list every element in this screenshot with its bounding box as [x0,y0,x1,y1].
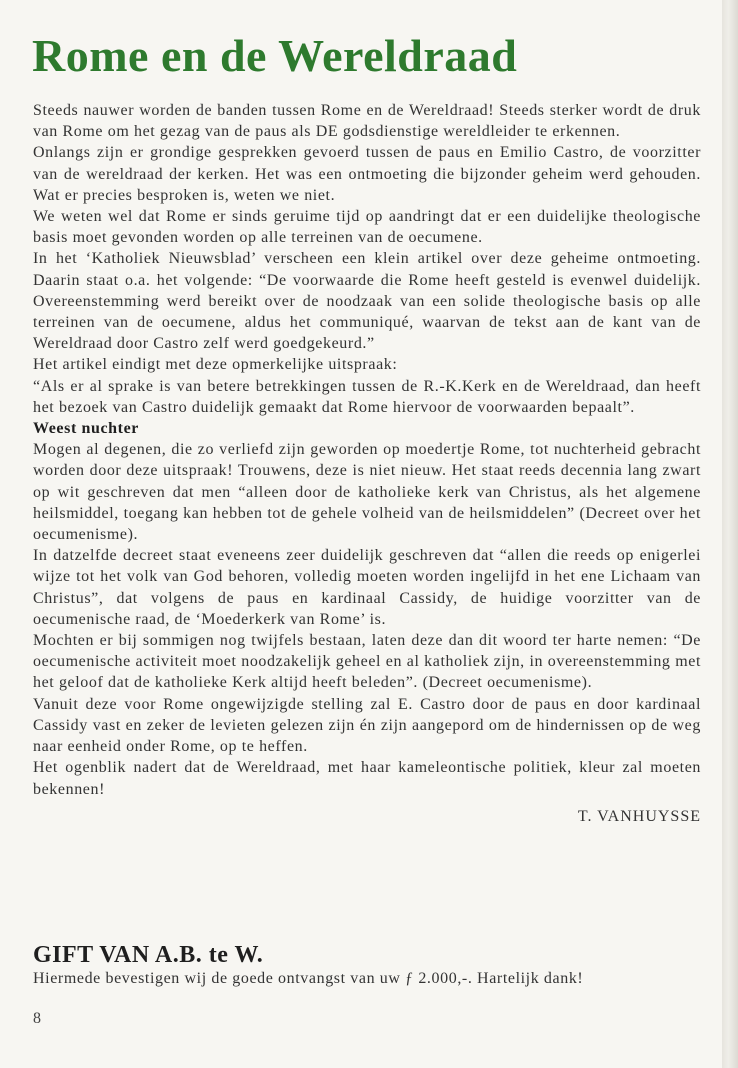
paragraph: In datzelfde decreet staat eveneens zeer duidelijk geschreven dat “allen die reeds op enigerlei wijze tot het volk van God behoren, volledig moeten worden ingelijfd in het ene Lichaam van Christus”, dat volgens de paus en kardinaal Cassidy, de huidige voorzitter van de oecumenische raad, de ‘Moederkerk van Rome’ is. [33,547,701,628]
author-signature: T. VANHUYSSE [577,807,701,825]
paragraph: Onlangs zijn er grondige gesprekken gevoerd tussen de paus en Emilio Castro, de voorzitter van de wereldraad der kerken. Het was een ontmoeting die bijzonder geheim werd gehouden. Wat er precies besproken is, weten we niet. [33,144,701,204]
paragraph: “Als er al sprake is van betere betrekkingen tussen de R.-K.Kerk en de Wereldraad, dan heeft het bezoek van Castro duidelijk gemaakt dat Rome hiervoor de voorwaarden bepaalt”. [33,377,701,416]
paragraph: In het ‘Katholiek Nieuwsblad’ verscheen een klein artikel over deze geheime ontmoeting. Daarin staat o.a. het volgende: “De voorwaarde die Rome heeft gesteld is evenwel duidelijk. Overeenstemming werd bereikt over de noodzaak van een solide theologische basis op alle terreinen van de oecumene, aldus het communiqué, waarvan de tekst aan de kant van de Wereldraad door Castro zelf werd goedgekeurd.” [33,250,701,353]
paragraph: Vanuit deze voor Rome ongewijzigde stelling zal E. Castro door de paus en door kardinaal Cassidy vast en zeker de levieten gelezen zijn én zijn aangepord om de hindernissen op de weg naar eenheid onder Rome, op te heffen. [33,695,701,756]
paragraph: Steeds nauwer worden de banden tussen Rome en de Wereldraad! Steeds sterker wordt de druk van Rome om het gezag van de paus als DE godsdienstige wereldleider te erkennen. [33,102,701,141]
paragraph: Mogen al degenen, die zo verliefd zijn geworden op moedertje Rome, tot nuchterheid gebracht worden door deze uitspraak! Trouwens, deze is niet nieuw. Het staat reeds decennia lang zwart op wit geschreven dat men “alleen door de katholieke kerk van Christus, als het algemene heilsmiddel, toegang kan hebben tot de gehele volheid van de heilsmiddelen” (Decreet over het oecumenisme). [33,441,701,544]
paragraph: Mochten er bij sommigen nog twijfels bestaan, laten deze dan dit woord ter harte nemen: “De oecumenische activiteit moet noodzakelijk geheel en al katholiek zijn, in overeenstemming met het geloof dat de katholieke Kerk altijd heeft beleden”. (Decreet oecumenisme). [33,632,701,692]
gift-heading: GIFT VAN A.B. te W. [33,942,264,968]
page-number: 8 [33,1010,41,1027]
article-title: Rome en de Wereldraad [32,30,518,81]
gift-text: Hiermede bevestigen wij de goede ontvangst van uw ƒ 2.000,-. Hartelijk dank! [33,970,584,987]
paragraph: We weten wel dat Rome er sinds geruime tijd op aandringt dat er een duidelijke theologische basis moet gevonden worden op alle terreinen van de oecumene. [33,208,701,247]
article-body [33,100,701,827]
paragraph: Het artikel eindigt met deze opmerkelijke uitspraak: [33,356,398,374]
paragraph: Het ogenblik nadert dat de Wereldraad, met haar kameleontische politiek, kleur zal moeten bekennen! [33,759,701,798]
section-subheading: Weest nuchter [33,420,140,438]
page-edge [722,0,738,1068]
